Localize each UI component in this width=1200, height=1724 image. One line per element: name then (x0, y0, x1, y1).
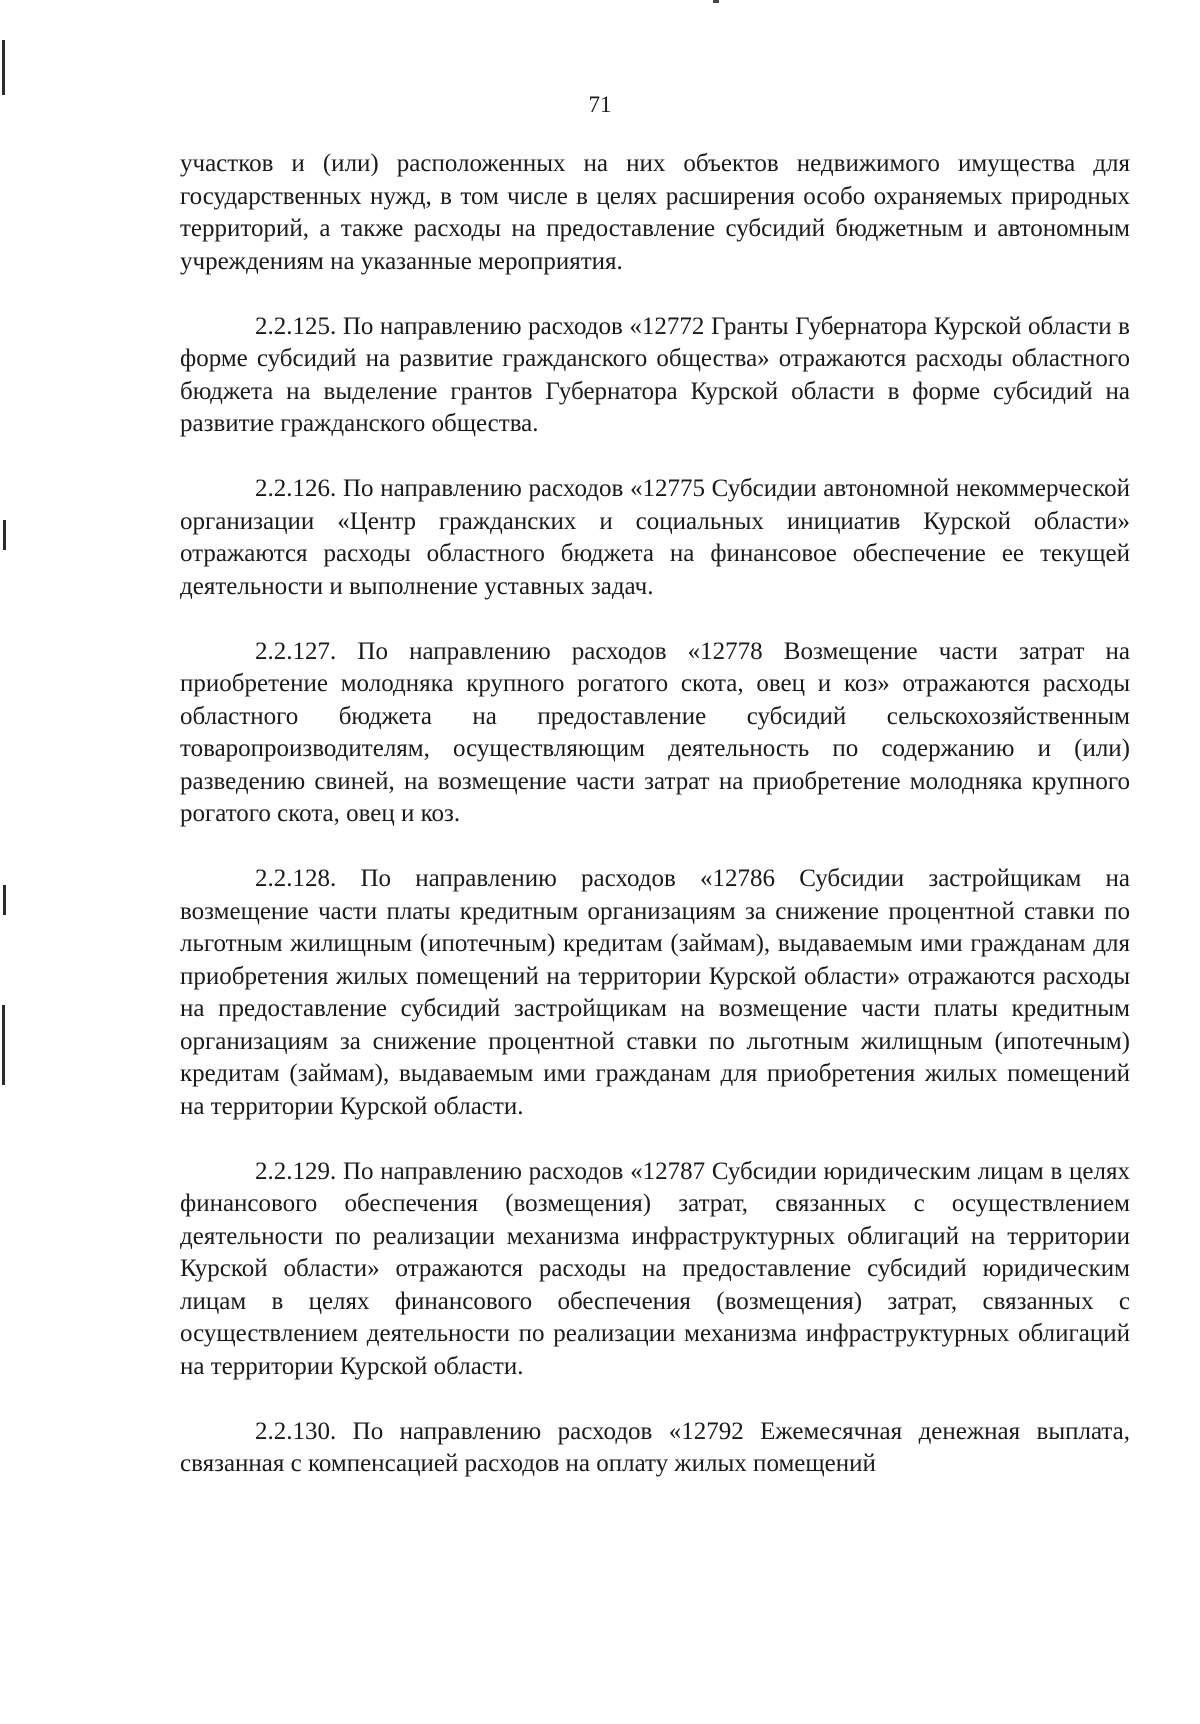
paragraph-2-2-127: 2.2.127. По направлению расходов «12778 Возмещение части затрат на приобретение молодняка крупного рогатого скота, овец и коз» отражаются расходы областного бюджета на предоставление субсидий сельскохозяйственным товаропроизводителям, осуществляющим деятельность по содержанию и (или) разведению свиней, на возмещение части затрат на приобретение молодняка крупного рогатого скота, овец и коз. (180, 637, 1130, 827)
scan-artifact (713, 0, 719, 3)
paragraph-2-2-129: 2.2.129. По направлению расходов «12787 Субсидии юридическим лицам в целях финансового обеспечения (возмещения) затрат, связанных с осуществлением деятельности по реализации механизма инфраструктурных облигаций на территории Курской области» отражаются расходы на предоставление субсидий юридическим лицам в целях финансового обеспечения (возмещения) затрат, связанных с осуществлением деятельности по реализации механизма инфраструктурных облигаций на территории Курской области. (180, 1157, 1130, 1380)
paragraph-2-2-128: 2.2.128. По направлению расходов «12786 Субсидии застройщикам на возмещение части платы кредитным организациям за снижение процентной ставки по льготным жилищным (ипотечным) кредитам (займам), выдаваемым ими гражданам для приобретения жилых помещений на территории Курской области» отражаются расходы на предоставление субсидий застройщикам на возмещение части платы кредитным организациям за снижение процентной ставки по льготным жилищным (ипотечным) кредитам (займам), выдаваемым ими гражданам для приобретения жилых помещений на территории Курской области. (180, 865, 1130, 1120)
scan-edge-mark (3, 520, 6, 550)
paragraph-2-2-130: 2.2.130. По направлению расходов «12792 Ежемесячная денежная выплата, связанная с компенсацией расходов на оплату жилых помещений (180, 1417, 1130, 1477)
scan-edge-mark (3, 885, 6, 915)
paragraph-2-2-126: 2.2.126. По направлению расходов «12775 Субсидии автономной некоммерческой организации «Центр гражданских и социальных инициатив Курской области» отражаются расходы областного бюджета на финансовое обеспечение ее текущей деятельности и выполнение уставных задач. (180, 475, 1130, 600)
scan-edge-mark (2, 40, 5, 95)
paragraph-2-2-125: 2.2.125. По направлению расходов «12772 Гранты Губернатора Курской области в форме субсидий на развитие гражданского общества» отражаются расходы областного бюджета на выделение грантов Губернатора Курской области в форме субсидий на развитие гражданского общества. (180, 312, 1130, 437)
document-body (180, 148, 1130, 1481)
paragraph-continuation: участков и (или) расположенных на них объектов недвижимого имущества для государственных нужд, в том числе в целях расширения особо охраняемых природных территорий, а также расходы на предоставление субсидий бюджетным и автономным учреждениям на указанные мероприятия. (180, 150, 1130, 275)
page-number: 71 (588, 92, 612, 117)
scan-edge-mark (2, 1005, 5, 1085)
